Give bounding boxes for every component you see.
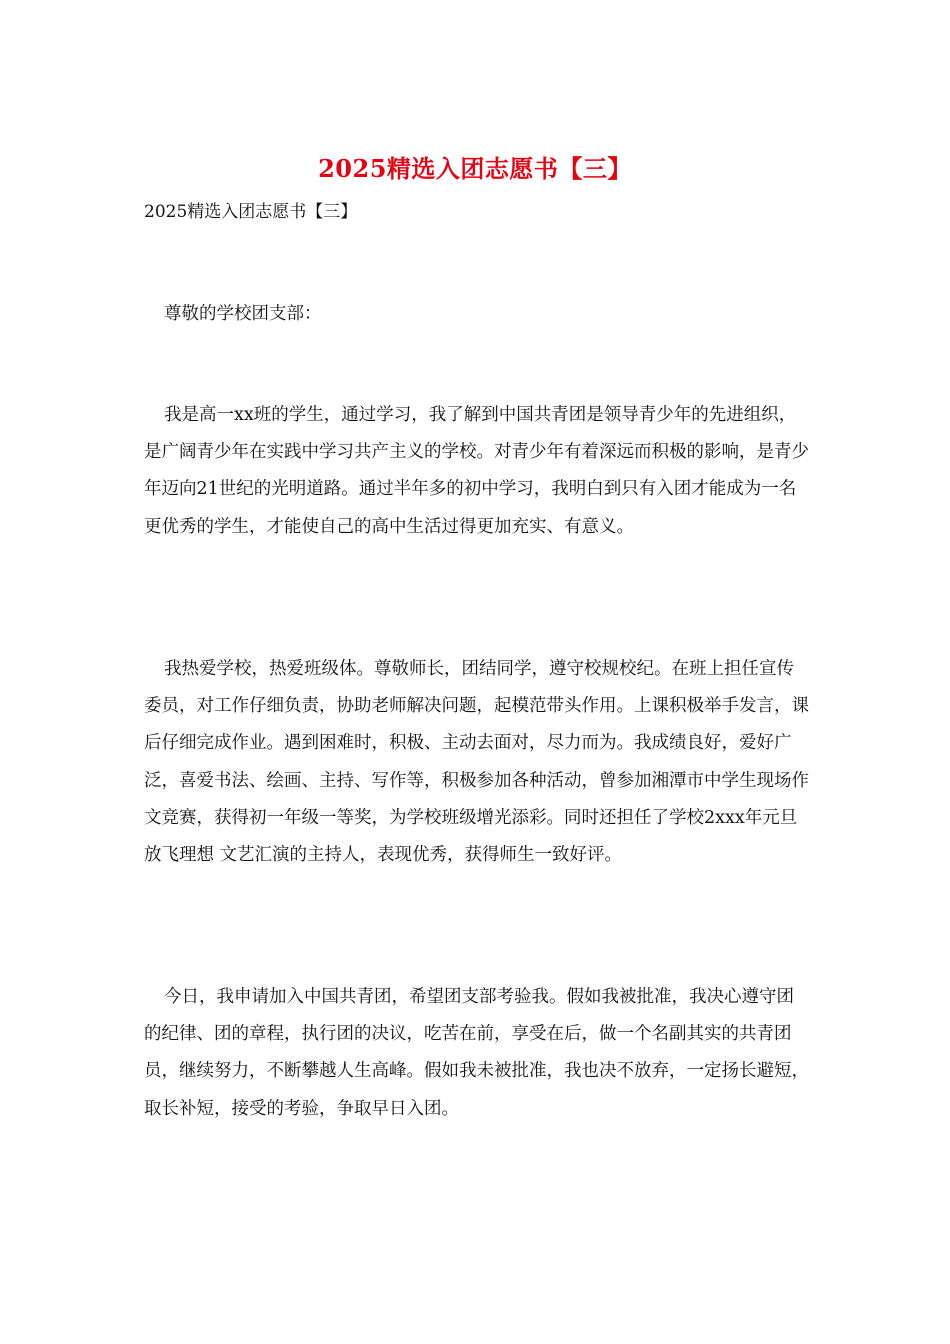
paragraph-3: 今日，我申请加入中国共青团，希望团支部考验我。假如我被批准，我决心遵守团的纪律、团的章程，执行团的决议，吃苦在前，享受在后，做一个名副其实的共青团员，继续努力，不断攀越人生高峰。假如我未被批准，我也决不放弃，一定扬长避短，取长补短，接受的考验，争取早日入团。 xyxy=(144,987,809,1119)
salutation: 尊敬的学校团支部： xyxy=(164,304,322,324)
document-subtitle: 2025精选入团志愿书【三】 xyxy=(144,202,358,222)
document-title: 2025精选入团志愿书【三】 xyxy=(318,154,632,183)
paragraph-1: 我是高一xx班的学生，通过学习，我了解到中国共青团是领导青少年的先进组织，是广阔青少年在实践中学习共产主义的学校。对青少年有着深远而积极的影响，是青少年迈向21世纪的光明道路。通过半年多的初中学习，我明白到只有入团才能成为一名更优秀的学生，才能使自己的高中生活过得更加充实、有意义。 xyxy=(144,405,809,537)
paragraph-2: 我热爱学校，热爱班级体。尊敬师长，团结同学，遵守校规校纪。在班上担任宣传委员，对工作仔细负责，协助老师解决问题，起模范带头作用。上课积极举手发言，课后仔细完成作业。遇到困难时，积极、主动去面对，尽力而为。我成绩良好，爱好广泛，喜爱书法、绘画、主持、写作等，积极参加各种活动，曾参加湘潭市中学生现场作文竞赛，获得初一年级一等奖，为学校班级增光添彩。同时还担任了学校2xxx年元旦 放飞理想 文艺汇演的主持人，表现优秀，获得师生一致好评。 xyxy=(144,659,809,866)
